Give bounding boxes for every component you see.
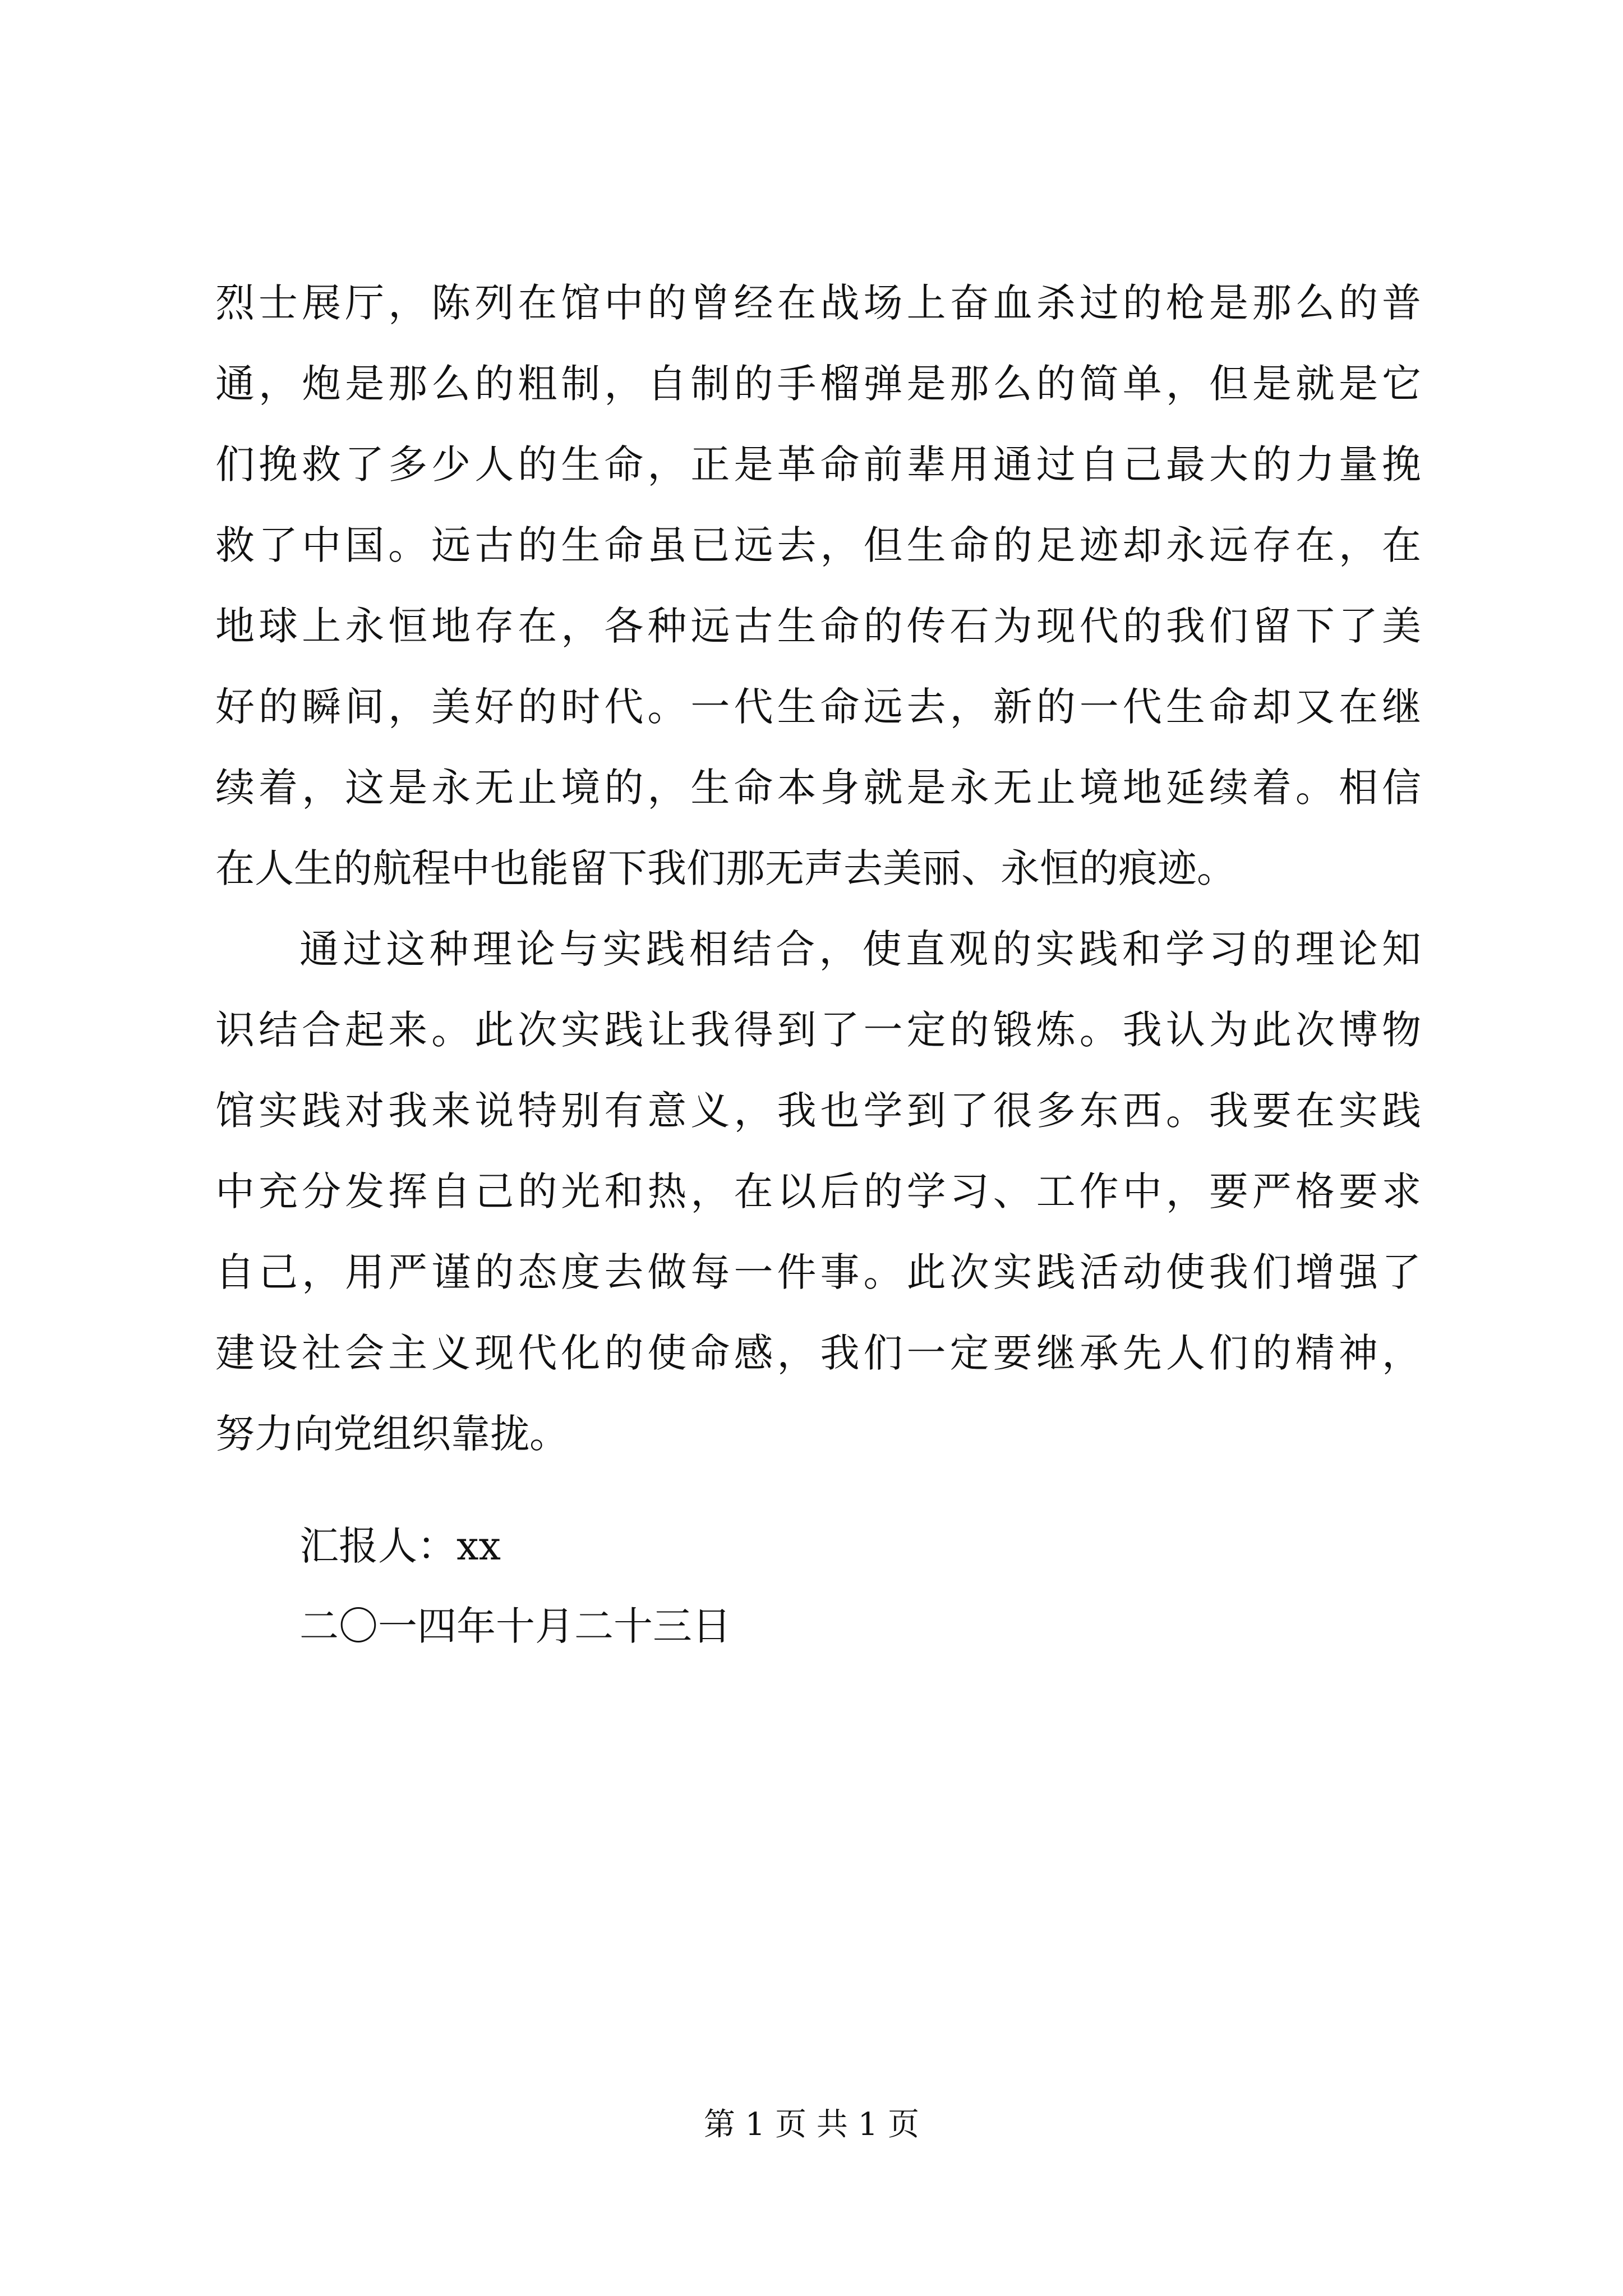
paragraph-line: 馆实践对我来说特别有意义，我也学到了很多东西。我要在实践 xyxy=(215,1088,1421,1134)
page-footer: 第 1 页 共 1 页 xyxy=(703,2106,920,2143)
paragraph-line: 地球上永恒地存在，各种远古生命的传石为现代的我们留下了美 xyxy=(215,603,1421,649)
paragraph-line: 努力向党组织靠拢。 xyxy=(215,1411,569,1457)
paragraph-line: 烈士展厅，陈列在馆中的曾经在战场上奋血杀过的枪是那么的普 xyxy=(215,280,1421,326)
paragraph-line: 通过这种理论与实践相结合，使直观的实践和学习的理论知 xyxy=(299,926,1421,972)
paragraph-line: 救了中国。远古的生命虽已远去，但生命的足迹却永远存在，在 xyxy=(215,522,1421,568)
paragraph-1 xyxy=(215,263,1421,909)
paragraph-2 xyxy=(215,909,1421,1474)
paragraph-line: 自己，用严谨的态度去做每一件事。此次实践活动使我们增强了 xyxy=(215,1249,1421,1295)
report-date: 二〇一四年十月二十三日 xyxy=(299,1603,731,1649)
paragraph-line: 中充分发挥自己的光和热，在以后的学习、工作中，要严格要求 xyxy=(215,1168,1421,1214)
paragraph-line: 们挽救了多少人的生命，正是革命前辈用通过自己最大的力量挽 xyxy=(215,441,1421,487)
paragraph-line: 识结合起来。此次实践让我得到了一定的锻炼。我认为此次博物 xyxy=(215,1007,1421,1053)
paragraph-line: 好的瞬间，美好的时代。一代生命远去，新的一代生命却又在继 xyxy=(215,684,1421,730)
paragraph-line: 在人生的航程中也能留下我们那无声去美丽、永恒的痕迹。 xyxy=(215,845,1236,891)
document-body xyxy=(215,263,1421,1474)
reporter-signature: 汇报人：xx xyxy=(299,1523,501,1569)
paragraph-line: 通，炮是那么的粗制，自制的手榴弹是那么的简单，但是就是它 xyxy=(215,361,1421,407)
paragraph-line: 建设社会主义现代化的使命感，我们一定要继承先人们的精神， xyxy=(215,1330,1421,1376)
paragraph-line: 续着，这是永无止境的，生命本身就是永无止境地延续着。相信 xyxy=(215,765,1421,811)
